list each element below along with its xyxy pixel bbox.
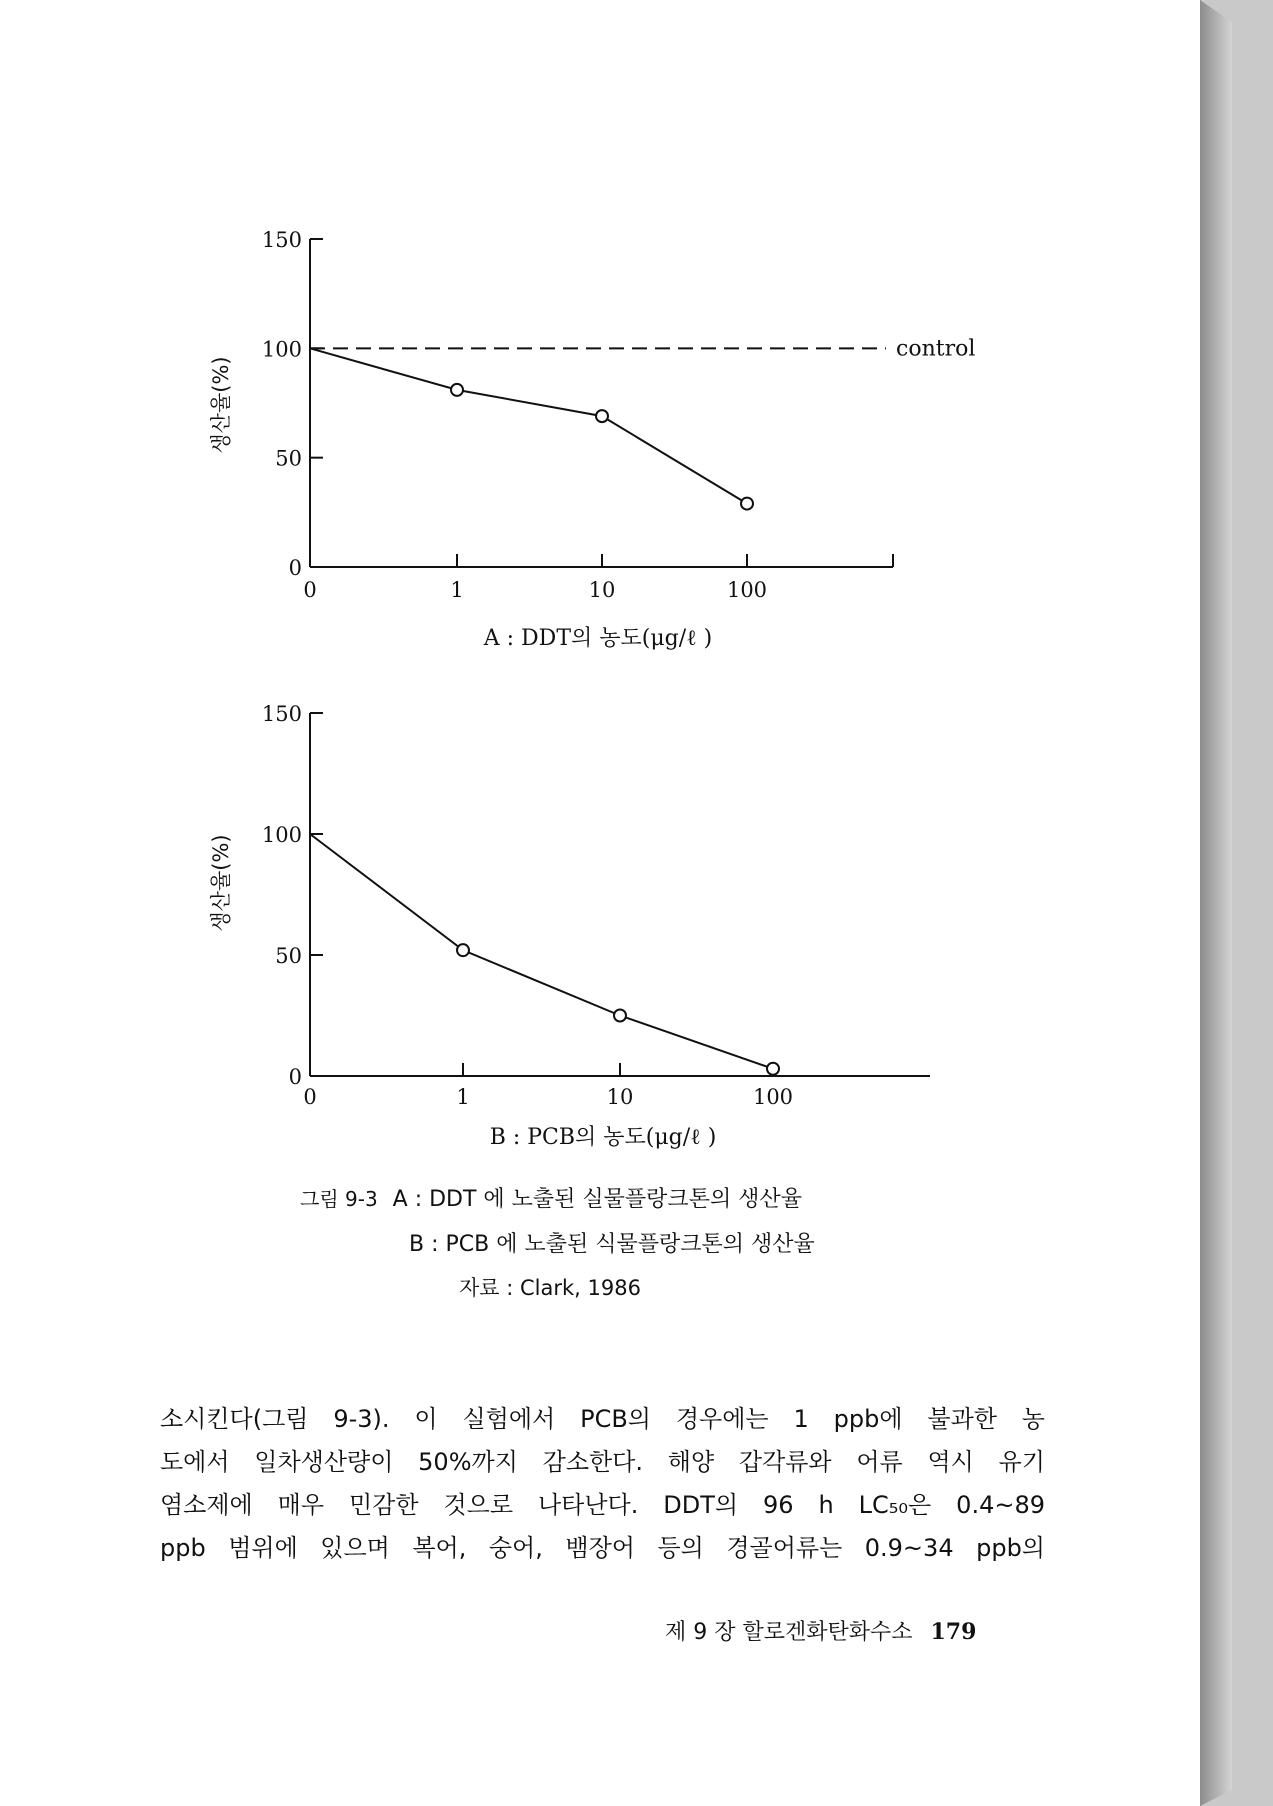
chart-A-x-axis-label: A : DDT의 농도(μg/ℓ ) — [483, 626, 713, 651]
chart-B-x-tick-label: 10 — [606, 1085, 634, 1109]
chart-B-data-point — [614, 1010, 626, 1022]
chart-A-y-tick-label: 150 — [261, 228, 302, 252]
chart-A-y-tick-label: 50 — [275, 446, 302, 471]
chart-B-series-line — [310, 834, 773, 1069]
figure-caption-source: 자료 : Clark, 1986 — [459, 1276, 641, 1300]
figure-caption-prefix: 그림 9-3 — [300, 1187, 378, 1211]
chart-B-y-tick-label: 50 — [275, 944, 302, 968]
chart-A-y-tick-label: 100 — [261, 337, 302, 362]
page-edge-background — [1232, 22, 1273, 1790]
chart-B-y-axis-label: 생산율(%) — [209, 834, 233, 932]
chart-B-data-point — [457, 944, 469, 956]
chart-B-x-tick-label: 1 — [456, 1085, 470, 1109]
chart-A-x-tick-label: 0 — [303, 578, 317, 602]
chart-B-x-tick-label: 100 — [752, 1085, 794, 1109]
page-number: 179 — [930, 1619, 977, 1645]
chart-A-series-line — [310, 348, 747, 503]
page-edge-graphic — [1200, 0, 1273, 1806]
chart-B-x-axis-label: B : PCB의 농도(μg/ℓ ) — [489, 1125, 717, 1150]
footer-chapter: 제 9 장 할로겐화탄화수소 — [665, 1620, 913, 1645]
body-line: 소시킨다(그림 9-3). 이 실험에서 PCB의 경우에는 1 ppb에 불과한 농 — [160, 1405, 1045, 1433]
body-line: 도에서 일차생산량이 50%까지 감소한다. 해양 갑각류와 어류 역시 유기 — [160, 1448, 1045, 1476]
chart-A-data-point — [596, 410, 608, 422]
figure-caption-line-a — [300, 1182, 802, 1213]
chart-A-y-axis-label: 생산율(%) — [209, 356, 233, 454]
chart-A-data-point — [741, 498, 753, 510]
chart-A-x-tick-label: 100 — [726, 578, 768, 602]
chart-A-x-tick-label: 1 — [450, 578, 464, 602]
chart-A-y-tick-label: 0 — [288, 556, 302, 580]
chart-B-y-tick-label: 100 — [261, 823, 302, 847]
chart-A-x-tick-label: 10 — [588, 578, 616, 602]
figure-caption-a: A : DDT 에 노출된 실물플랑크톤의 생산율 — [392, 1187, 802, 1212]
chart-B-data-point — [767, 1063, 779, 1075]
chart-B-y-tick-label: 150 — [261, 702, 302, 726]
body-line: 염소제에 매우 민감한 것으로 나타난다. DDT의 96 h LC₅₀은 0.4~89 — [160, 1491, 1045, 1519]
page-edge-shadow — [1200, 0, 1273, 1806]
chart-B-y-tick-label: 0 — [288, 1065, 302, 1089]
chart-A-control-label: control — [896, 336, 976, 362]
page-curl — [1200, 0, 1232, 1806]
figure-caption-b: B : PCB 에 노출된 식물플랑크톤의 생산율 — [409, 1232, 815, 1257]
chart-B-x-tick-label: 0 — [303, 1085, 317, 1109]
chart-A-data-point — [451, 384, 463, 396]
body-text — [160, 1398, 1045, 1570]
body-line: ppb 범위에 있으며 복어, 숭어, 뱀장어 등의 경골어류는 0.9~34 ppb의 — [160, 1534, 1045, 1562]
page-footer — [665, 1615, 976, 1646]
